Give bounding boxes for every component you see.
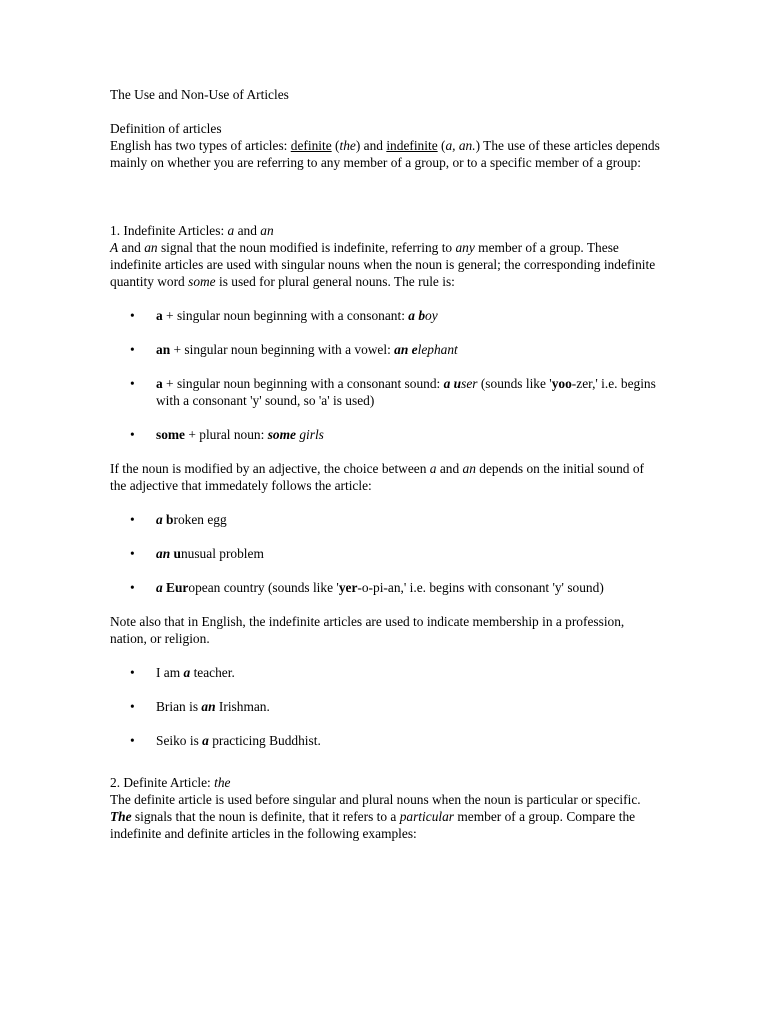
section1-paragraph — [110, 239, 662, 290]
text-run: a u — [443, 376, 462, 391]
document-body — [110, 86, 662, 842]
bullet-icon: • — [130, 342, 135, 357]
list-item — [110, 307, 662, 324]
adjective-paragraph — [110, 460, 662, 494]
text-run: a — [156, 580, 163, 595]
bullet-icon: • — [130, 308, 135, 323]
text-run: Eur — [162, 580, 189, 595]
text-run: a — [227, 223, 235, 238]
definite-term: definite — [290, 138, 332, 153]
definition-heading: Definition of articles — [110, 121, 222, 136]
membership-paragraph: Note also that in English, the indefinite articles are used to indicate membership in a profession, nation, or religion. — [110, 614, 625, 646]
text-run: a — [202, 733, 209, 748]
membership-list — [110, 664, 662, 749]
text-run: practicing Buddhist. — [208, 733, 321, 748]
text-run: 1. Indefinite Articles: — [110, 223, 228, 238]
text-run: A — [110, 240, 119, 255]
text-run: ( — [331, 138, 340, 153]
bullet-icon: • — [130, 699, 135, 714]
indefinite-term: indefinite — [386, 138, 438, 153]
text-run: an — [201, 699, 216, 714]
text-run: The definite article is used before singular and plural nouns when the noun is particular or specific. — [110, 792, 641, 807]
list-item — [110, 341, 662, 358]
adjective-examples-list — [110, 511, 662, 596]
text-run: a b — [408, 308, 426, 323]
text-run: (sounds like 'yoo-zer,' i.e. begins with a consonant 'y' sound, so 'a' is used) — [156, 376, 656, 408]
text-run: is used for plural general nouns. The rule is: — [215, 274, 455, 289]
text-run: teacher. — [190, 665, 235, 680]
text-run: a — [156, 308, 163, 323]
bullet-icon: • — [130, 580, 135, 595]
list-item — [110, 426, 662, 443]
text-run: If the noun is modified by an adjective, the choice between — [110, 461, 430, 476]
text-run: and — [436, 461, 463, 476]
text-run: + singular noun beginning with a consonant: — [162, 308, 409, 323]
text-run: a — [183, 665, 191, 680]
text-run: I am — [156, 665, 184, 680]
text-run: Irishman. — [215, 699, 270, 714]
text-run: signals that the noun is definite, that it refers to a — [131, 809, 400, 824]
bullet-icon: • — [130, 376, 135, 391]
a-an-term: a, an. — [445, 138, 476, 153]
text-run: member of a group. Compare the indefinite and definite articles in the following examples: — [110, 809, 636, 841]
text-run: the — [214, 775, 231, 790]
text-run: ( — [437, 138, 446, 153]
text-run: depends on the initial sound of the adjective that immedately follows the article: — [110, 461, 645, 493]
text-run: signal that the noun modified is indefinite, referring to — [157, 240, 456, 255]
text-run: an — [462, 461, 476, 476]
text-run: + plural noun: — [185, 427, 268, 442]
text-run: + singular noun beginning with a consonant sound: — [162, 376, 444, 391]
text-run: nusual problem — [180, 546, 264, 561]
text-run: an — [260, 223, 274, 238]
bullet-icon: • — [130, 733, 135, 748]
text-run: girls — [295, 427, 324, 442]
text-run: member of a group. These indefinite articles are used with singular nouns when the noun is general; the corresponding indefinite quantity word — [110, 240, 656, 289]
section1-heading — [110, 222, 662, 239]
text-run: ) The use of these articles depends mainly on whether you are referring to any member of a group, or to a specific member of a group: — [110, 138, 660, 170]
list-item — [110, 698, 662, 715]
definition-paragraph — [110, 137, 662, 171]
list-item — [110, 732, 662, 749]
list-item — [110, 664, 662, 681]
bullet-icon: • — [130, 665, 135, 680]
spacer — [110, 171, 662, 222]
section2-heading — [110, 774, 662, 791]
the-term: the — [339, 138, 356, 153]
text-run: oy — [425, 308, 438, 323]
text-run: and — [234, 223, 261, 238]
list-item — [110, 545, 662, 562]
text-run: lephant — [417, 342, 458, 357]
bullet-icon: • — [130, 427, 135, 442]
section2-paragraph — [110, 791, 662, 842]
text-run: ser — [461, 376, 478, 391]
list-item — [110, 511, 662, 528]
text-run: a — [429, 461, 437, 476]
text-run: ) and — [355, 138, 387, 153]
rules-list — [110, 307, 662, 443]
text-run: and — [118, 240, 145, 255]
text-run: an — [156, 546, 171, 561]
text-run: Brian is — [156, 699, 202, 714]
text-run: 2. Definite Article: — [110, 775, 215, 790]
text-run: + singular noun beginning with a vowel: — [170, 342, 395, 357]
text-run: The — [110, 809, 132, 824]
text-run: opean country (sounds like 'yer-o-pi-an,' i.e. begins with consonant 'y' sound) — [188, 580, 604, 595]
text-run: a — [156, 376, 163, 391]
text-run: any — [455, 240, 475, 255]
text-run: roken egg — [173, 512, 227, 527]
text-run: u — [170, 546, 181, 561]
text-run: some — [156, 427, 186, 442]
text-run: a — [156, 512, 163, 527]
text-run: English has two types of articles: — [110, 138, 291, 153]
bullet-icon: • — [130, 512, 135, 527]
text-run: particular — [399, 809, 455, 824]
text-run: Seiko is — [156, 733, 203, 748]
text-run: some — [267, 427, 296, 442]
bullet-icon: • — [130, 546, 135, 561]
text-run: an — [156, 342, 171, 357]
list-item — [110, 579, 662, 596]
text-run: b — [162, 512, 174, 527]
text-run: an e — [394, 342, 418, 357]
text-run: an — [144, 240, 158, 255]
document-title: The Use and Non-Use of Articles — [110, 87, 289, 102]
list-item — [110, 375, 662, 409]
text-run: some — [188, 274, 216, 289]
